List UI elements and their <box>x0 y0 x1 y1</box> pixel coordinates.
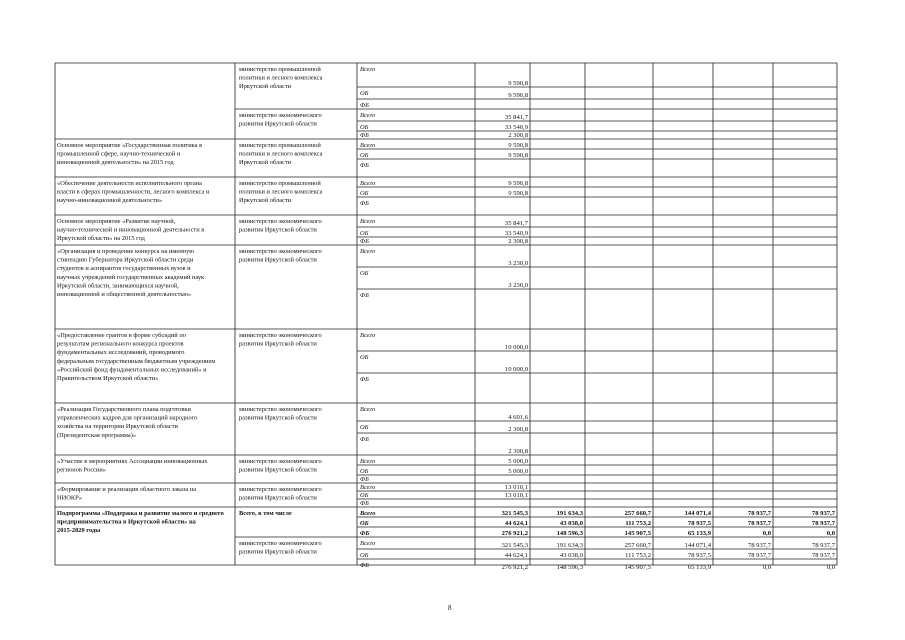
amount-cell: 65 133,9 <box>687 530 711 537</box>
funding-type-label: ФБ <box>360 200 369 207</box>
amount-cell: 78 937,5 <box>687 552 711 559</box>
amount-cell: 9 590,8 <box>508 152 528 159</box>
funding-type-label: ОБ <box>360 424 369 431</box>
amount-cell: 148 596,3 <box>556 530 583 537</box>
amount-cell: 9 590,8 <box>508 190 528 197</box>
amount-cell: 13 010,1 <box>504 492 528 499</box>
funding-type-label: Всего <box>360 332 376 339</box>
task-name: Подпрограмма «Поддержка и развитие малого и среднего предпринимательства в Иркутской области» на 2015-2020 годы <box>57 510 224 535</box>
amount-cell: 35 841,7 <box>504 114 528 121</box>
amount-cell: 191 634,3 <box>556 510 583 517</box>
funding-type-label: ФБ <box>360 476 369 483</box>
amount-cell: 191 634,3 <box>556 542 583 549</box>
funding-type-label: ФБ <box>360 562 369 569</box>
funding-type-label: ОБ <box>360 492 369 499</box>
funding-type-label: Всего <box>360 248 376 255</box>
executor-name: министерство промышленной политики и лесного комплекса Иркутской области <box>239 66 323 91</box>
amount-cell: 13 010,1 <box>504 484 528 491</box>
funding-type-label: ФБ <box>360 530 370 537</box>
task-name: «Обеспечение деятельности исполнительного органа власти в сферах промышленности, лесного комплекса и научно-инновационной деятельности» <box>57 180 210 205</box>
task-name: Основное мероприятие «Государственная политика в промышленной сфере, научно-технической и инновационной деятельности» на 2015 год <box>57 142 203 167</box>
amount-cell: 78 937,7 <box>811 510 835 517</box>
funding-type-label: Всего <box>360 218 376 225</box>
funding-type-label: ОБ <box>360 520 369 527</box>
amount-cell: 276 921,2 <box>501 530 528 537</box>
amount-cell: 111 753,2 <box>625 520 651 527</box>
amount-cell: 321 545,3 <box>501 510 528 517</box>
amount-cell: 0,0 <box>826 530 835 537</box>
amount-cell: 9 590,8 <box>508 142 528 149</box>
amount-cell: 145 907,5 <box>624 564 651 571</box>
amount-cell: 78 937,7 <box>747 542 771 549</box>
funding-type-label: ОБ <box>360 190 369 197</box>
amount-cell: 9 590,8 <box>508 180 528 187</box>
executor-name: министерство экономического развития Иркутской области <box>239 458 322 474</box>
amount-cell: 78 937,7 <box>747 510 771 517</box>
funding-type-label: ФБ <box>360 238 369 245</box>
funding-type-label: ОБ <box>360 90 369 97</box>
amount-cell: 2 300,8 <box>508 238 528 245</box>
funding-type-label: ОБ <box>360 230 369 237</box>
funding-type-label: ФБ <box>360 436 369 443</box>
funding-type-label: ФБ <box>360 162 369 169</box>
amount-cell: 3 230,0 <box>508 282 528 289</box>
amount-cell: 9 590,8 <box>508 92 528 99</box>
amount-cell: 257 660,7 <box>624 542 651 549</box>
funding-type-label: ФБ <box>360 132 369 139</box>
funding-type-label: ОБ <box>360 124 369 131</box>
amount-cell: 2 300,8 <box>508 426 528 433</box>
funding-type-label: Всего <box>360 180 376 187</box>
budget-table <box>55 63 837 571</box>
amount-cell: 43 038,0 <box>559 520 583 527</box>
funding-type-label: ОБ <box>360 552 369 559</box>
amount-cell: 4 601,6 <box>508 414 528 421</box>
amount-cell: 3 230,0 <box>508 260 528 267</box>
amount-cell: 144 071,4 <box>684 542 711 549</box>
amount-cell: 148 596,3 <box>556 564 583 571</box>
amount-cell: 78 937,7 <box>747 552 771 559</box>
executor-name: министерство экономического развития Иркутской области <box>239 486 322 502</box>
amount-cell: 5 000,0 <box>508 468 528 475</box>
page-number: 8 <box>448 604 452 612</box>
amount-cell: 0,0 <box>826 564 835 571</box>
executor-name: министерство промышленной политики и лесного комплекса Иркутской области <box>239 142 323 167</box>
funding-type-label: ФБ <box>360 500 369 507</box>
funding-type-label: ОБ <box>360 468 369 475</box>
amount-cell: 78 937,7 <box>811 552 835 559</box>
amount-cell: 5 000,0 <box>508 458 528 465</box>
executor-name: министерство экономического развития Иркутской области <box>239 540 322 556</box>
amount-cell: 44 624,1 <box>504 520 528 527</box>
amount-cell: 2 300,8 <box>508 132 528 139</box>
amount-cell: 145 907,5 <box>624 530 651 537</box>
task-name: «Формирование и реализация областного заказа на НИОКР» <box>57 486 197 502</box>
amount-cell: 78 937,5 <box>687 520 711 527</box>
amount-cell: 10 000,0 <box>504 366 528 373</box>
funding-type-label: ОБ <box>360 152 369 159</box>
executor-name: министерство экономического развития Иркутской области <box>239 112 322 128</box>
funding-type-label: Всего <box>360 540 376 547</box>
funding-type-label: Всего <box>360 142 376 149</box>
amount-cell: 257 660,7 <box>624 510 651 517</box>
amount-cell: 321 545,3 <box>501 542 528 549</box>
executor-name: министерство экономического развития Иркутской области <box>239 406 322 422</box>
funding-type-label: ФБ <box>360 376 369 383</box>
executor-name: министерство экономического развития Иркутской области <box>239 332 322 348</box>
amount-cell: 78 937,7 <box>811 542 835 549</box>
funding-type-label: Всего <box>360 112 376 119</box>
funding-type-label: Всего <box>360 66 376 73</box>
amount-cell: 65 133,9 <box>687 564 711 571</box>
executor-name: Всего, в том числе <box>239 510 292 517</box>
task-name: «Предоставление грантов в форме субсидий по результатам регионального конкурса проектов фундаментальных исследований, проводимого федеральным государственным бюджетным учреждением «Российский фонд фундаментальных исследований» и Правительством Иркутской области» <box>57 332 216 382</box>
funding-type-label: Всего <box>360 484 376 491</box>
task-name: «Участие в мероприятиях Ассоциации инновационных регионов России» <box>57 458 208 474</box>
amount-cell: 33 540,9 <box>504 124 528 131</box>
task-name: «Реализация Государственного плана подготовки управленческих кадров для организаций народного хозяйства на территории Иркутской области (Президентская программа)» <box>57 406 198 439</box>
executor-name: министерство экономического развития Иркутской области <box>239 218 322 234</box>
funding-type-label: Всего <box>360 458 376 465</box>
executor-name: министерство промышленной политики и лесного комплекса Иркутской области <box>239 180 323 205</box>
amount-cell: 2 300,8 <box>508 448 528 455</box>
amount-cell: 44 624,1 <box>504 552 528 559</box>
amount-cell: 144 071,4 <box>684 510 711 517</box>
funding-type-label: Всего <box>360 510 376 517</box>
amount-cell: 276 921,2 <box>501 564 528 571</box>
amount-cell: 33 540,9 <box>504 230 528 237</box>
amount-cell: 78 937,7 <box>811 520 835 527</box>
funding-type-label: ФБ <box>360 102 369 109</box>
executor-name: министерство экономического развития Иркутской области <box>239 248 322 264</box>
funding-type-label: ОБ <box>360 270 369 277</box>
amount-cell: 78 937,7 <box>747 520 771 527</box>
funding-type-label: ФБ <box>360 292 369 299</box>
task-name: Основное мероприятие «Развитие научной, научно-технической и инновационной деятельности в Иркутской области» на 2015 год <box>57 218 205 243</box>
amount-cell: 111 753,2 <box>625 552 651 559</box>
task-name: «Организация и проведение конкурса на именную стипендию Губернатора Иркутской области среди студентов и аспирантов государственных вузов и научных учреждений государственных академий наук Иркутской области, занимающихся научной, инновационной и общественной деятельностью» <box>57 248 205 298</box>
funding-type-label: ОБ <box>360 354 369 361</box>
amount-cell: 0,0 <box>762 564 771 571</box>
amount-cell: 35 841,7 <box>504 220 528 227</box>
amount-cell: 9 590,8 <box>508 80 528 87</box>
amount-cell: 10 000,0 <box>504 344 528 351</box>
amount-cell: 43 038,0 <box>559 552 583 559</box>
funding-type-label: Всего <box>360 406 376 413</box>
amount-cell: 0,0 <box>762 530 771 537</box>
